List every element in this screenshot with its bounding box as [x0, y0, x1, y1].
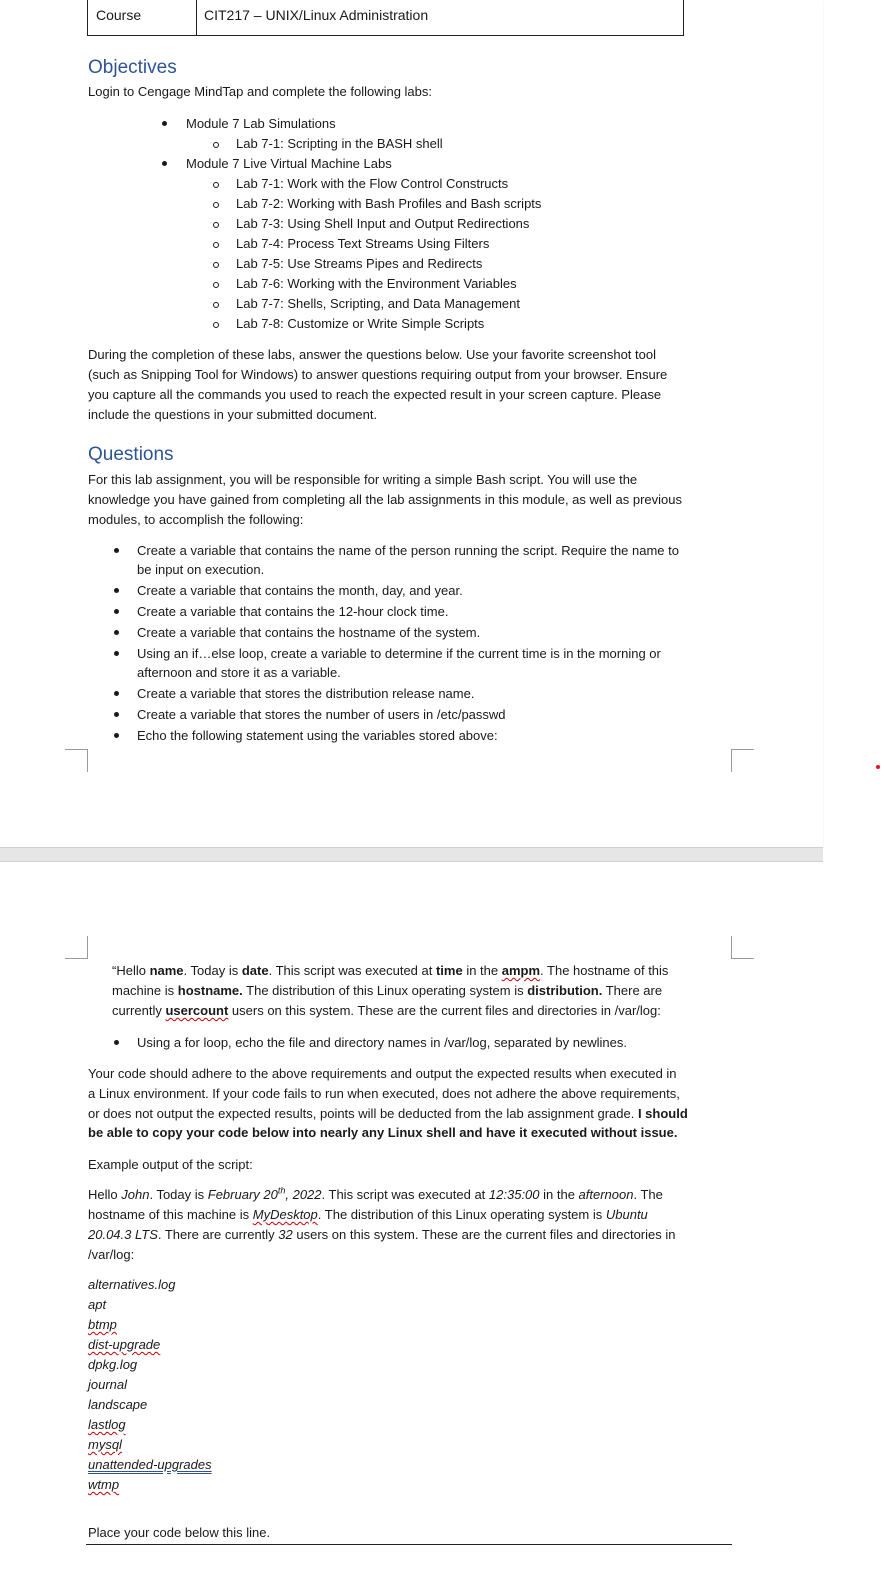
- requirement-item: Create a variable that stores the number of users in /etc/passwd: [137, 707, 506, 722]
- example-label: Example output of the script:: [88, 1157, 253, 1172]
- example-output-line: hostname of this machine is MyDesktop. The distribution of this Linux operating system is Ubuntu: [88, 1207, 648, 1222]
- echo-statement-line: currently usercount users on this system. These are the current files and directories in /var/log:: [112, 1003, 661, 1018]
- sub-bullet-icon: [213, 142, 219, 148]
- questions-intro-line: knowledge you have gained from completing all the lab assignments in this module, as well as previous: [88, 492, 682, 507]
- requirement-item: Create a variable that contains the 12-hour clock time.: [137, 604, 449, 619]
- sub-bullet-icon: [213, 322, 219, 328]
- requirement-item: Create a variable that contains the name of the person running the script. Require the name to: [137, 543, 679, 558]
- log-entry: unattended-upgrades: [88, 1457, 212, 1472]
- lab-item: Lab 7-8: Customize or Write Simple Scripts: [236, 316, 485, 331]
- requirement-item: Create a variable that stores the distribution release name.: [137, 686, 475, 701]
- echo-statement-line: “Hello name. Today is date. This script was executed at time in the ampm. The hostname of this: [112, 963, 669, 978]
- red-marker: [876, 765, 880, 769]
- page-separator: [0, 847, 823, 862]
- margin-corner-mark: [65, 749, 88, 772]
- questions-intro-line: For this lab assignment, you will be responsible for writing a simple Bash script. You will use the: [88, 472, 638, 487]
- lab-item: Lab 7-2: Working with Bash Profiles and Bash scripts: [236, 196, 542, 211]
- sub-bullet-icon: [213, 222, 219, 228]
- completion-line: During the completion of these labs, answer the questions below. Use your favorite screenshot tool: [88, 347, 656, 362]
- adhere-line: a Linux environment. If your code fails to run when executed, does not adhere the above requirements,: [88, 1086, 680, 1101]
- lab-item: Lab 7-1: Work with the Flow Control Constructs: [236, 176, 509, 191]
- log-entry: dpkg.log: [88, 1357, 138, 1372]
- completion-line: you capture all the commands you used to reach the expected result in your screen capture. Please: [88, 387, 662, 402]
- objectives-heading: Objectives: [88, 57, 177, 78]
- bullet-icon: [114, 651, 119, 656]
- lab-item: Lab 7-4: Process Text Streams Using Filters: [236, 236, 490, 251]
- adhere-line: be able to copy your code below into nearly any Linux shell and have it executed without issue.: [88, 1125, 678, 1140]
- completion-line: (such as Snipping Tool for Windows) to answer questions requiring output from your browser. Ensure: [88, 367, 668, 382]
- bullet-icon: [114, 691, 119, 696]
- log-entry: alternatives.log: [88, 1277, 176, 1292]
- example-output-line: /var/log:: [88, 1247, 135, 1262]
- margin-corner-mark: [65, 936, 88, 959]
- sub-bullet-icon: [213, 282, 219, 288]
- example-output-line: 20.04.3 LTS. There are currently 32 users on this system. These are the current files and directories in: [88, 1227, 676, 1242]
- requirement-item-cont: be input on execution.: [137, 562, 265, 577]
- log-entry: landscape: [88, 1397, 148, 1412]
- bullet-icon: [114, 609, 119, 614]
- log-entry: journal: [88, 1377, 128, 1392]
- lab-item: Lab 7-5: Use Streams Pipes and Redirects: [236, 256, 483, 271]
- lab-item: Lab 7-7: Shells, Scripting, and Data Management: [236, 296, 521, 311]
- completion-line: include the questions in your submitted document.: [88, 407, 378, 422]
- place-code-label: Place your code below this line.: [88, 1525, 271, 1540]
- lab-item: Lab 7-6: Working with the Environment Variables: [236, 276, 517, 291]
- log-entry: apt: [88, 1297, 107, 1312]
- bullet-icon: [114, 588, 119, 593]
- sub-bullet-icon: [213, 262, 219, 268]
- margin-corner-mark: [731, 749, 754, 772]
- bullet-icon: [162, 161, 167, 166]
- sub-bullet-icon: [213, 182, 219, 188]
- code-divider-line: [86, 1544, 732, 1545]
- lab-group-title: Module 7 Lab Simulations: [186, 116, 336, 131]
- bullet-icon: [114, 1040, 119, 1045]
- bullet-icon: [114, 548, 119, 553]
- lab-item: Lab 7-3: Using Shell Input and Output Redirections: [236, 216, 530, 231]
- adhere-line: or does not output the expected results, points will be deducted from the lab assignment grade. I should: [88, 1106, 688, 1121]
- objectives-intro: Login to Cengage MindTap and complete the following labs:: [88, 84, 433, 99]
- requirement-item: Create a variable that contains the hostname of the system.: [137, 625, 481, 640]
- requirement-item: Using an if…else loop, create a variable to determine if the current time is in the morning or: [137, 646, 661, 661]
- bullet-icon: [114, 733, 119, 738]
- requirement-item-cont: afternoon and store it as a variable.: [137, 665, 341, 680]
- requirement-item: Using a for loop, echo the file and directory names in /var/log, separated by newlines.: [137, 1035, 627, 1050]
- log-entry: lastlog: [88, 1417, 126, 1432]
- sub-bullet-icon: [213, 202, 219, 208]
- echo-statement-line: machine is hostname. The distribution of this Linux operating system is distribution. There are: [112, 983, 663, 998]
- log-entry: wtmp: [88, 1477, 120, 1492]
- course-value: CIT217 – UNIX/Linux Administration: [204, 7, 429, 23]
- example-output-line: Hello John. Today is February 20th, 2022. This script was executed at 12:35:00 in the afternoon. The: [88, 1185, 663, 1202]
- margin-corner-mark: [731, 936, 754, 959]
- course-label: Course: [96, 7, 142, 23]
- requirement-item: Create a variable that contains the month, day, and year.: [137, 583, 463, 598]
- questions-heading: Questions: [88, 444, 174, 465]
- lab-item: Lab 7-1: Scripting in the BASH shell: [236, 136, 443, 151]
- adhere-line: Your code should adhere to the above requirements and output the expected results when executed in: [88, 1066, 677, 1081]
- lab-group-title: Module 7 Live Virtual Machine Labs: [186, 156, 392, 171]
- log-entry: dist-upgrade: [88, 1337, 161, 1352]
- bullet-icon: [162, 121, 167, 126]
- log-entry: mysql: [88, 1437, 122, 1452]
- requirement-item: Echo the following statement using the variables stored above:: [137, 728, 498, 743]
- sub-bullet-icon: [213, 242, 219, 248]
- bullet-icon: [114, 630, 119, 635]
- bullet-icon: [114, 712, 119, 717]
- log-entry: btmp: [88, 1317, 117, 1332]
- sub-bullet-icon: [213, 302, 219, 308]
- questions-intro-line: modules, to accomplish the following:: [88, 512, 304, 527]
- course-table: [87, 0, 684, 36]
